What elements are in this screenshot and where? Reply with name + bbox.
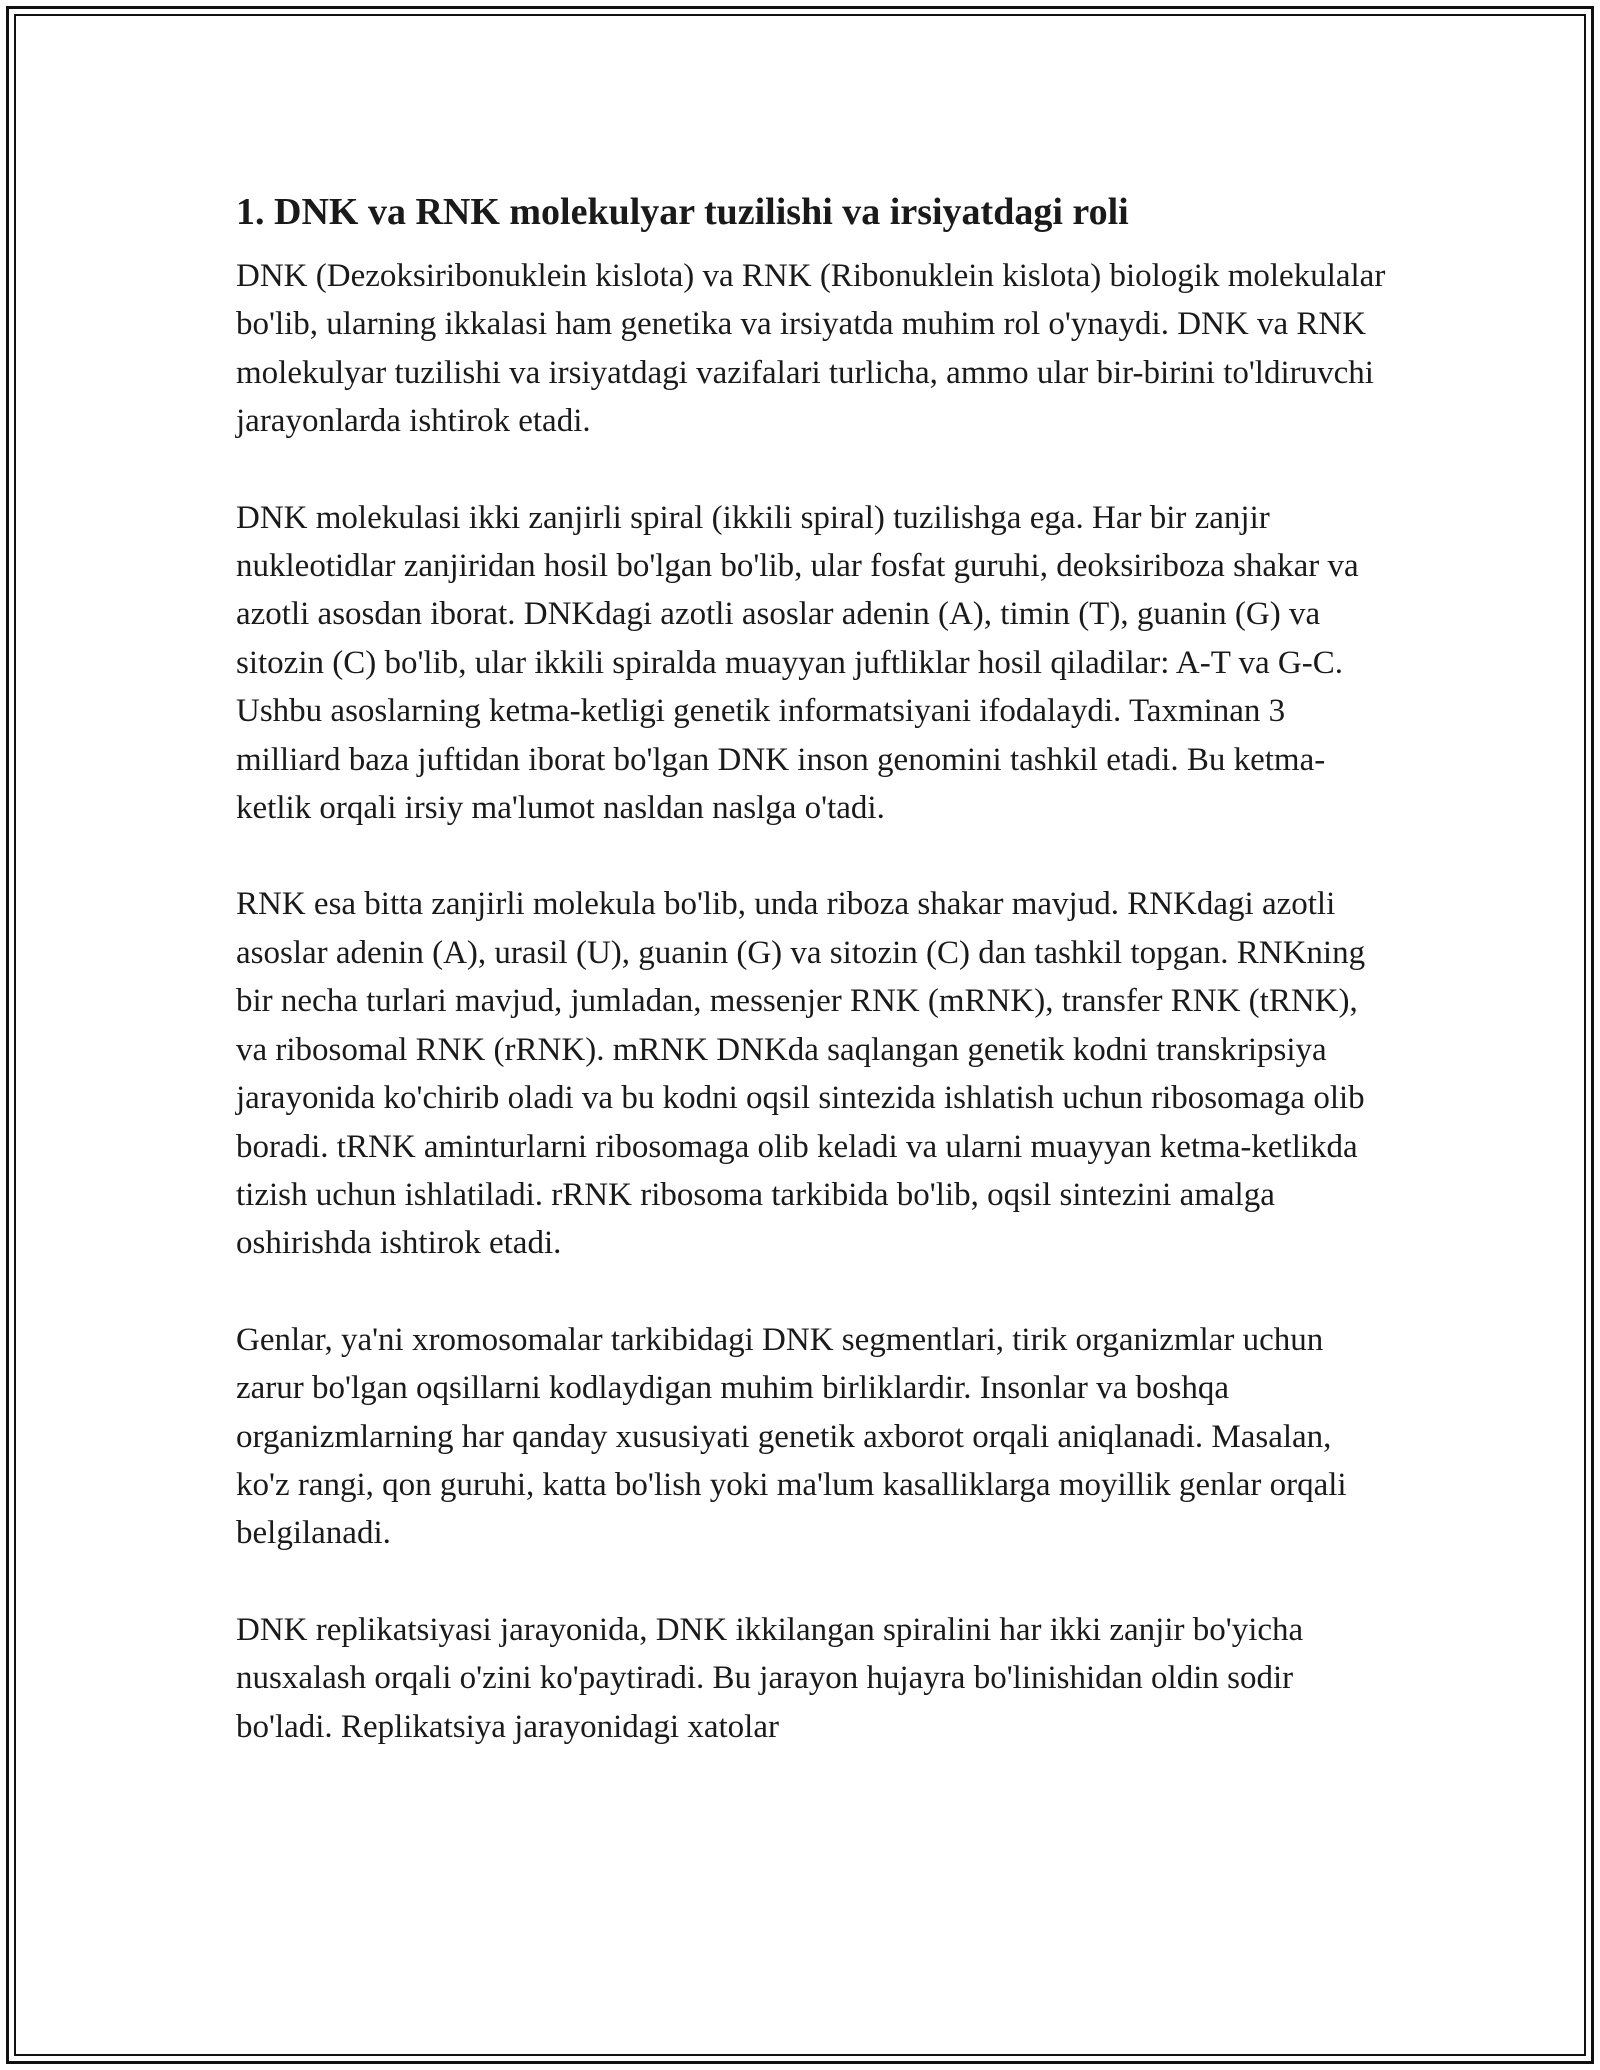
section-heading: 1. DNK va RNK molekulyar tuzilishi va irsiyatdagi roli bbox=[236, 191, 1129, 233]
paragraph-rnk-structure: RNK esa bitta zanjirli molekula bo'lib, unda riboza shakar mavjud. RNKdagi azotli asoslar adenin (A), urasil (U), guanin (G) va sitozin (C) dan tashkil topgan. RNKning bir necha turlari mavjud, jumladan, messenjer RNK (mRNK), transfer RNK (tRNK), va ribosomal RNK (rRNK). mRNK DNKda saqlangan genetik kodni transkripsiya jarayonida ko'chirib oladi va bu kodni oqsil sintezida ishlatish uchun ribosomaga olib boradi. tRNK aminturlarni ribosomaga olib keladi va ularni muayyan ketma-ketlikda tizish uchun ishlatiladi. rRNK ribosoma tarkibida bo'lib, oqsil sintezini amalga oshirishda ishtirok etadi. bbox=[236, 886, 1366, 1262]
paragraph-intro: DNK (Dezoksiribonuklein kislota) va RNK (Ribonuklein kislota) biologik molekulalar bo'lib, ularning ikkalasi ham genetika va irsiyatda muhim rol o'ynaydi. DNK va RNK molekulyar tuzilishi va irsiyatdagi vazifalari turlicha, ammo ular bir-birini to'ldiruvchi jarayonlarda ishtirok etadi. bbox=[236, 258, 1386, 440]
document-body bbox=[236, 186, 1386, 1799]
paragraph-dnk-structure: DNK molekulasi ikki zanjirli spiral (ikkili spiral) tuzilishga ega. Har bir zanjir nukleotidlar zanjiridan hosil bo'lgan bo'lib, ular fosfat guruhi, deoksiriboza shakar va azotli asosdan iborat. DNKdagi azotli asoslar adenin (A), timin (T), guanin (G) va sitozin (C) bo'lib, ular ikkili spiralda muayyan juftliklar hosil qiladilar: A-T va G-C. Ushbu asoslarning ketma-ketligi genetik informatsiyani ifodalaydi. Taxminan 3 milliard baza juftidan iborat bo'lgan DNK inson genomini tashkil etadi. Bu ketma-ketlik orqali irsiy ma'lumot nasldan naslga o'tadi. bbox=[236, 499, 1359, 827]
paragraph-replication: DNK replikatsiyasi jarayonida, DNK ikkilangan spiralini har ikki zanjir bo'yicha nusxalash orqali o'zini ko'paytiradi. Bu jarayon hujayra bo'linishidan oldin sodir bo'ladi. Replikatsiya jarayonidagi xatolar bbox=[236, 1611, 1304, 1745]
paragraph-genes: Genlar, ya'ni xromosomalar tarkibidagi DNK segmentlari, tirik organizmlar uchun zarur bo'lgan oqsillarni kodlaydigan muhim birliklardir. Insonlar va boshqa organizmlarning har qanday xususiyati genetik axborot orqali aniqlanadi. Masalan, ko'z rangi, qon guruhi, katta bo'lish yoki ma'lum kasalliklarga moyillik genlar orqali belgilanadi. bbox=[236, 1321, 1347, 1552]
